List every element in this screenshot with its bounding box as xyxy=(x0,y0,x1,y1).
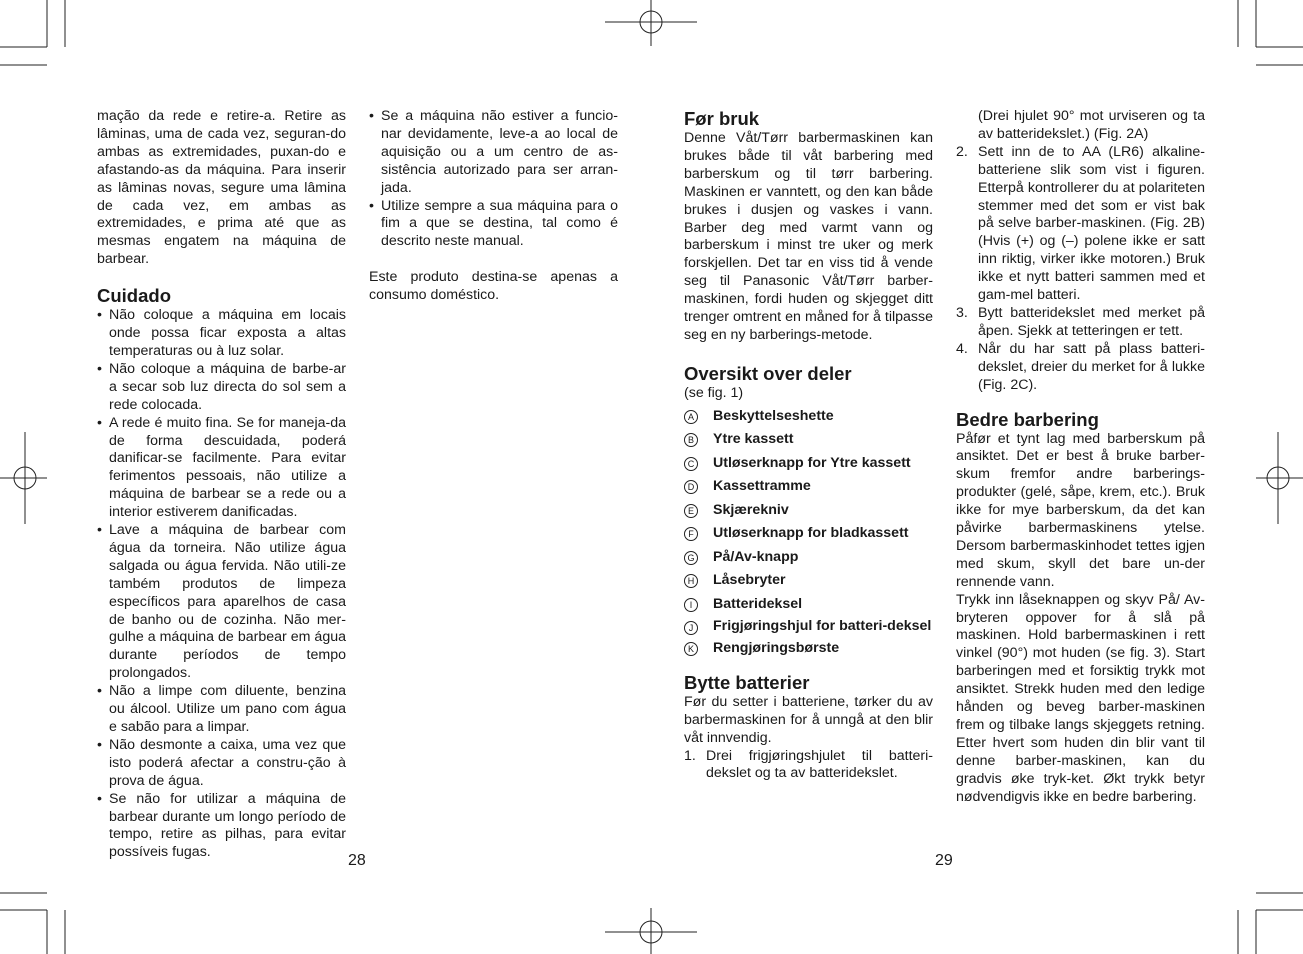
part-label: Utløserknapp for bladkassett xyxy=(713,525,909,542)
list-item: • Não coloque a máquina em locais onde possa ficar exposta a altas temperaturas ou à luz solar. xyxy=(97,307,346,361)
list-item: • Se não for utilizar a máquina de barbear durante um longo período de tempo, retire as pilhas, para evitar possíveis fugas. xyxy=(97,791,346,863)
list-item xyxy=(956,341,1205,395)
letter-marker: H xyxy=(684,574,698,588)
right-page-column-1 xyxy=(684,108,933,783)
part-label: Frigjøringshjul for batteri-deksel xyxy=(713,618,932,635)
letter-marker: F xyxy=(684,527,698,541)
letter-marker: E xyxy=(684,504,698,518)
left-page-column-1 xyxy=(97,108,346,862)
part-label: Utløserknapp for Ytre kassett xyxy=(713,454,911,471)
parts-list xyxy=(684,408,933,658)
list-item xyxy=(956,108,1205,144)
caution-list-continued xyxy=(369,108,618,251)
list-item xyxy=(684,572,933,590)
parts-heading: Oversikt over deler xyxy=(684,362,852,384)
step-text: Bytt batteridekslet med merket på åpen. Sjekk at tetteringen er tett. xyxy=(978,304,1205,339)
letter-marker: A xyxy=(684,410,698,424)
step-text: Sett inn de to AA (LR6) alkaline-batteriene slik som vist i figuren. Etterpå kontrollerer du at polariteten stemmer med det som er vist bak på selve barber-maskinen. (Fig. 2B) (Hvis (+) og (–) polene ikke er satt inn riktig, virker ikke motoren.) Bruk ikke et nytt batteri sammen med et gam-mel batteri. xyxy=(978,143,1205,304)
domestic-use-note: Este produto destina-se apenas a consumo doméstico. xyxy=(369,269,618,304)
list-item xyxy=(684,748,933,784)
letter-marker: J xyxy=(684,621,698,635)
battery-steps xyxy=(684,748,933,784)
part-label: Rengjøringsbørste xyxy=(713,639,840,656)
list-item xyxy=(684,431,933,449)
list-item xyxy=(684,596,933,614)
list-item: • Não a limpe com diluente, benzina ou álcool. Utilize um pano com água e sabão para a limpar. xyxy=(97,683,346,737)
better-shaving-paragraph-2: Trykk inn låseknappen og skyv På/ Av-bryteren oppover for å slå på maskinen. Hold barbermaskinen i rett vinkel (90°) mot huden (se fig. 3). Start barberingen med et forsiktig trykk mot ansiktet. Strekk huden med den ledige hånden og beveg barber-maskinen frem og tilbake langs skjeggets retning. Etter hvert som huden din blir vant til denne barber-maskinen, kan du gradvis øke tryk-ket. Økt trykk betyr nødvendigvis ikke en bedre barbering. xyxy=(956,591,1205,805)
step-number: 3. xyxy=(956,304,968,321)
step-text: Drei frigjøringshjulet til batteri-dekslet og ta av batteridekslet. xyxy=(706,747,933,782)
list-item xyxy=(684,525,933,543)
part-label: På/Av-knapp xyxy=(713,548,799,565)
list-item: • Não desmonte a caixa, uma vez que isto poderá afectar a constru-ção à prova de água. xyxy=(97,737,346,791)
battery-heading: Bytte batterier xyxy=(684,671,810,693)
list-item xyxy=(684,549,933,567)
letter-marker: C xyxy=(684,457,698,471)
battery-steps-continued xyxy=(956,108,1205,395)
intro-paragraph: mação da rede e retire-a. Retire as lâminas, uma de cada vez, seguran-do ambas as extremidades, puxan-do e afastando-as da máquina. Para inserir as lâminas novas, segure uma lâmina de cada vez, em ambas as extremidades, e prima até que as mesmas engatem na máquina de barbear. xyxy=(97,108,346,268)
step-number: 4. xyxy=(956,340,968,357)
part-label: Skjærekniv xyxy=(713,501,789,518)
letter-marker: B xyxy=(684,433,698,447)
list-item xyxy=(684,455,933,473)
left-page-column-2 xyxy=(369,108,618,305)
list-item: • Lave a máquina de barbear com água da torneira. Não utilize água salgada ou água fervida. Não utili-ze também produtos de limpeza específicos para aparelhos de casa de banho ou de cozinha. Não mer-gulhe a máquina de barbear em água durante períodos de tempo prolongados. xyxy=(97,522,346,683)
part-label: Batterideksel xyxy=(713,595,803,612)
part-label: Kassettramme xyxy=(713,478,811,495)
part-label: Beskyttelseshette xyxy=(713,407,834,424)
letter-marker: G xyxy=(684,551,698,565)
list-item: • Utilize sempre a sua máquina para o fim a que se destina, tal como é descrito neste manual. xyxy=(369,198,618,252)
battery-intro: Før du setter i batteriene, tørker du av barbermaskinen for å unngå at den blir våt innvendig. xyxy=(684,693,933,746)
list-item xyxy=(956,144,1205,305)
list-item xyxy=(684,408,933,426)
part-label: Ytre kassett xyxy=(713,431,794,448)
step-text: Når du har satt på plass batteri-dekslet, dreier du merket for å lukke (Fig. 2C). xyxy=(978,340,1205,393)
parts-figure-reference: (se fig. 1) xyxy=(684,384,744,401)
list-item: • Se a máquina não estiver a funcio-nar devidamente, leve-a ao local de aquisição ou a um centro de as-sistência autorizado para ser arran-jada. xyxy=(369,108,618,198)
list-item xyxy=(956,305,1205,341)
list-item: • Não coloque a máquina de barbe-ar a secar sob luz directa do sol sem a rede colocada. xyxy=(97,361,346,415)
better-shaving-heading: Bedre barbering xyxy=(956,408,1099,430)
letter-marker: K xyxy=(684,642,698,656)
part-label: Låsebryter xyxy=(713,572,786,589)
letter-marker: D xyxy=(684,480,698,494)
before-use-paragraph: Denne Våt/Tørr barbermaskinen kan brukes både til våt barbering med barberskum og til tørr barbering. Maskinen er vanntett, og den kan både brukes i dusjen og vaskes i vann. Barber deg med varmt vann og barberskum i minst tre uker og merk forskjellen. Det tar en viss tid å vende seg til Panasonic Våt/Tørr barber-maskinen, fordi huden og skjegget ditt trenger omtrent en måned for å tilpasse seg en ny barberings-metode. xyxy=(684,130,933,343)
step-number: 1. xyxy=(684,747,696,764)
list-item xyxy=(684,640,933,658)
right-page-column-2 xyxy=(956,108,1205,807)
better-shaving-paragraph-1: Påfør et tynt lag med barberskum på ansiktet. Det er best å bruke barber-skum fremfor andre barberings-produkter (gelé, såpe, krem, etc.). Bruk ikke for mye barberskum, da det kan påvirke barbermaskinens ytelse. Dersom barbermaskinhodet tettes igjen med skum, skyll det bare un-der rennende vann. xyxy=(956,430,1205,590)
caution-list xyxy=(97,307,346,862)
list-item xyxy=(684,502,933,520)
letter-marker: I xyxy=(684,598,698,612)
list-item xyxy=(684,619,933,634)
list-item: • A rede é muito fina. Se for maneja-da de forma descuidada, poderá danificar-se facilmente. Para evitar ferimentos pessoais, não utilize a máquina de barbear se a rede ou a interior estiverem danificadas. xyxy=(97,415,346,522)
step-number: 2. xyxy=(956,143,968,160)
before-use-heading: Før bruk xyxy=(684,108,760,129)
page-number-left: 28 xyxy=(348,852,366,869)
list-item xyxy=(684,478,933,496)
step-text: (Drei hjulet 90° mot urviseren og ta av batteridekslet.) (Fig. 2A) xyxy=(978,108,1205,142)
page-number-right: 29 xyxy=(935,852,953,869)
caution-heading: Cuidado xyxy=(97,285,171,307)
